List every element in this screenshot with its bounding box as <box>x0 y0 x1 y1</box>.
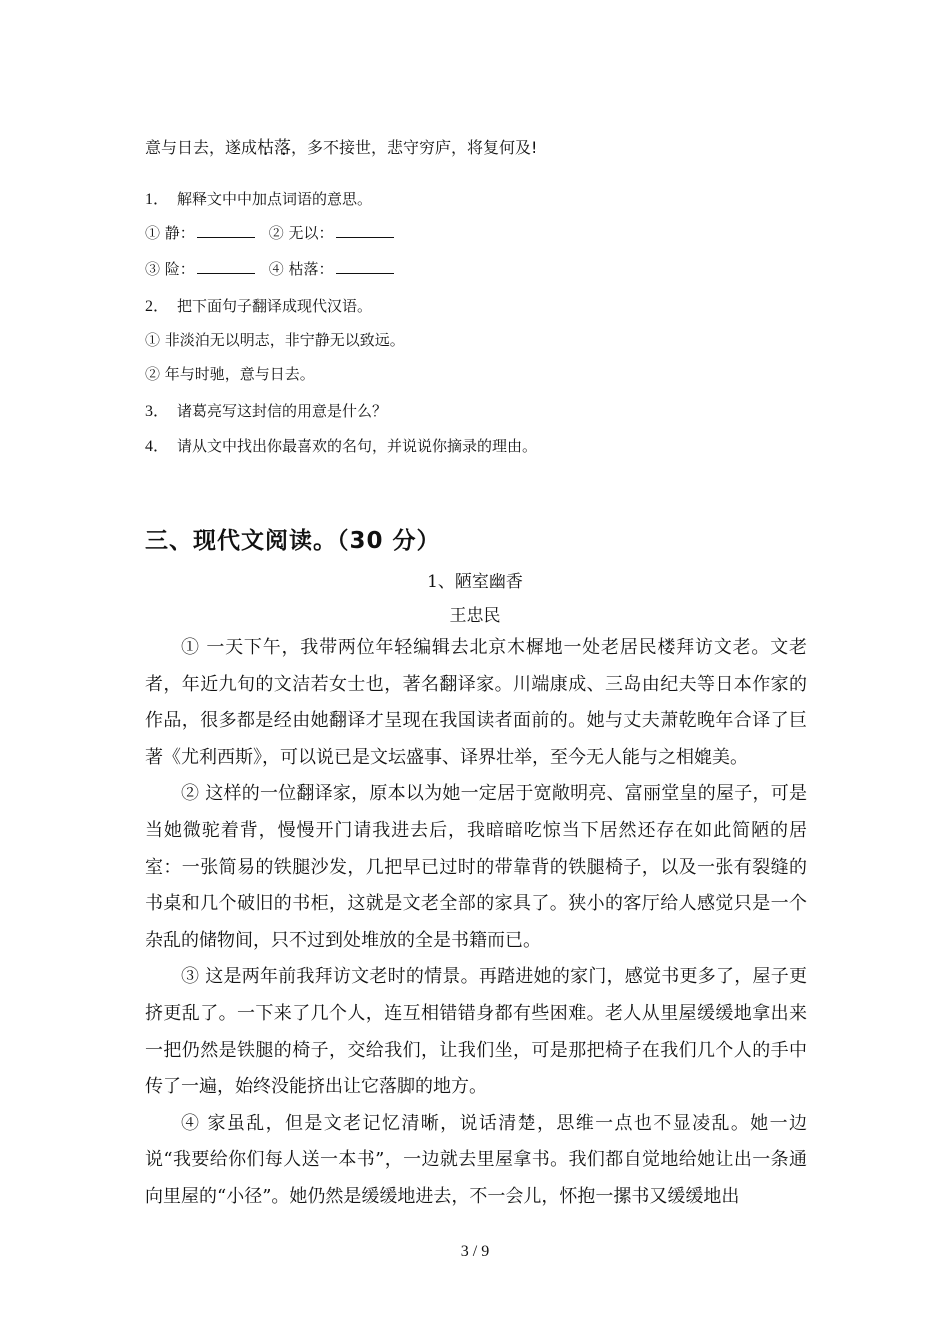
question-1-row-2: ③ 险： ④ 枯落： <box>145 258 408 279</box>
article-title: 1、陋室幽香 <box>427 572 523 592</box>
paragraph-1: ① 一天下午，我带两位年轻编辑去北京木樨地一处老居民楼拜访文老。文老者，年近九旬的文洁若女士也，著名翻译家。川端康成、三岛由纪夫等日本作家的作品，很多都是经由她翻译才呈现在我国读者面前的。她与丈夫萧乾晚年合译了巨著《尤利西斯》，可以说已是文坛盛事、译界壮举，至今无人能与之相媲美。 <box>145 637 807 768</box>
question-2: 2． 把下面句子翻译成现代汉语。 <box>145 297 373 315</box>
paragraph-2: ② 这样的一位翻译家，原本以为她一定居于宽敞明亮、富丽堂皇的屋子，可是当她微驼着背，慢慢开门请我进去后，我暗暗吃惊当下居然还存在如此简陋的居室：一张简易的铁腿沙发，几把早已过时的带靠背的铁腿椅子，以及一张有裂缝的书桌和几个破旧的书柜，这就是文老全部的家具了。狭小的客厅给人感觉只是一个杂乱的储物间，只不过到处堆放的全是书籍而已。 <box>145 783 807 951</box>
article-author: 王忠民 <box>449 606 501 626</box>
paragraph-3: ③ 这是两年前我拜访文老时的情景。再踏进她的家门，感觉书更多了，屋子更挤更乱了。一下来了几个人，连互相错错身都有些困难。老人从里屋缓缓地拿出来一把仍然是铁腿的椅子，交给我们，让我们坐，可是那把椅子在我们几个人的手中传了一遍，始终没能挤出让它落脚的地方。 <box>145 966 807 1098</box>
passage-last-line <box>145 133 537 158</box>
passage-line-end: ，多不接世，悲守穷庐，将复何及! <box>291 138 538 157</box>
question-4: 4． 请从文中找出你最喜欢的名句，并说说你摘录的理由。 <box>145 437 538 455</box>
section-title: 三、现代文阅读。（30 分） <box>145 528 441 554</box>
paragraph-4: ④ 家虽乱，但是文老记忆清晰，说话清楚，思维一点也不显凌乱。她一边说“我要给你们每人送一本书”，一边就去里屋拿书。我们都自觉地给她让出一条通向里屋的“小径”。她仍然是缓缓地进去，不一会儿，怀抱一摞书又缓缓地出 <box>145 1112 807 1207</box>
article-body <box>145 630 807 1216</box>
answer-blank[interactable] <box>336 259 394 274</box>
page-number: 3 / 9 <box>460 1243 490 1260</box>
answer-blank[interactable] <box>336 223 394 238</box>
question-1-row-1: ① 静： ② 无以： <box>145 222 408 243</box>
dotted-word: 枯落 • • <box>257 133 291 158</box>
passage-line-start: 意与日去，遂成 <box>145 138 258 157</box>
answer-blank[interactable] <box>197 223 255 238</box>
question-1: 1． 解释文中中加点词语的意思。 <box>145 190 373 208</box>
answer-blank[interactable] <box>197 259 255 274</box>
question-2-item-2: ② 年与时驰，意与日去。 <box>145 365 315 383</box>
question-2-item-1: ① 非淡泊无以明志，非宁静无以致远。 <box>145 331 405 349</box>
question-3: 3． 诸葛亮写这封信的用意是什么？ <box>145 402 388 420</box>
